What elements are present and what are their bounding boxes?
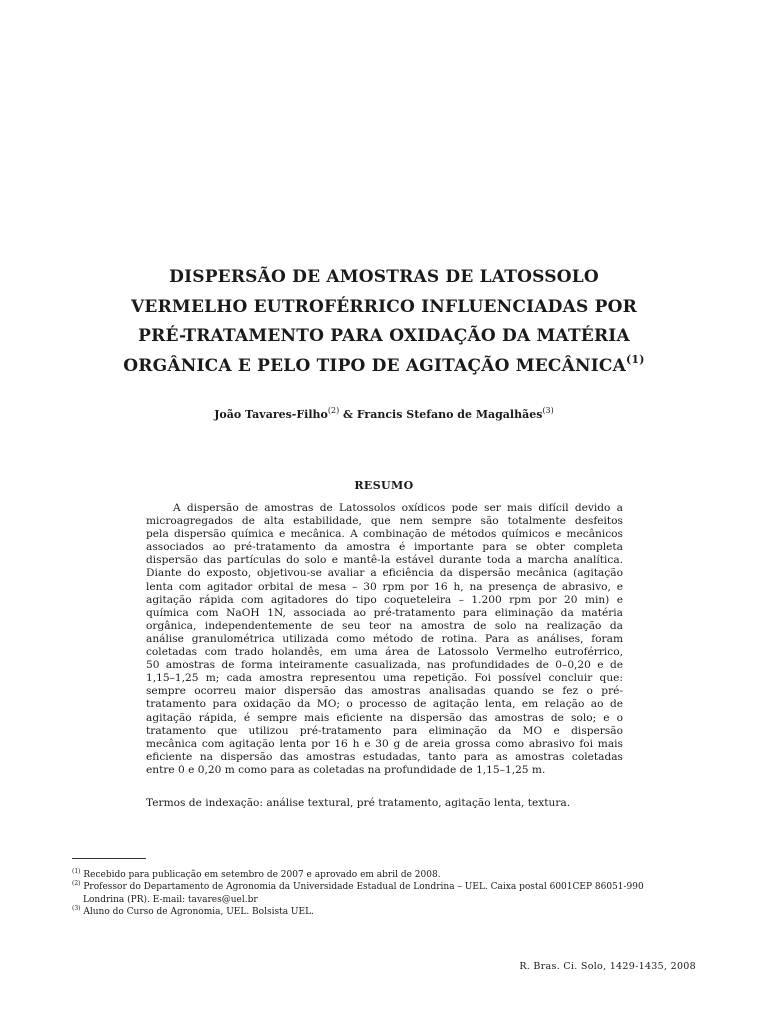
author-list (90, 408, 678, 421)
footnote-mark: (2) (72, 880, 81, 888)
abstract-line: dispersão das partículas do solo e mantê-la estável durante toda a marcha analítica. (146, 554, 623, 567)
abstract-line: pela dispersão química e mecânica. A combinação de métodos químicos e mecânicos (146, 528, 623, 541)
abstract-line: entre 0 e 0,20 m como para as coletadas na profundidade de 1,15–1,25 m. (146, 763, 546, 776)
footnote-1 (72, 869, 712, 881)
journal-reference: R. Bras. Ci. Solo, 1429-1435, 2008 (519, 961, 696, 972)
title-line: PRÉ-TRATAMENTO PARA OXIDAÇÃO DA MATÉRIA (138, 326, 630, 346)
abstract-line: tratamento para oxidação da MO; o processo de agitação lenta, em relação ao de (146, 698, 623, 711)
footnote-mark: (3) (72, 905, 81, 913)
footnote-3 (72, 906, 712, 918)
author-1-note: (2) (327, 406, 340, 415)
title-footnote-mark: (1) (626, 352, 645, 366)
title-line-last (90, 352, 678, 382)
abstract-line: tratamento que utilizou pré-tratamento para eliminação da MO e dispersão (146, 724, 623, 737)
title-line: DISPERSÃO DE AMOSTRAS DE LATOSSOLO (169, 267, 599, 287)
abstract-line: mecânica com agitação lenta por 16 h e 30 g de areia grossa como abrasivo foi mais (146, 737, 623, 750)
footnote-2 (72, 881, 712, 906)
abstract-body (146, 502, 623, 777)
author-2: Francis Stefano de Magalhães (356, 408, 543, 421)
abstract-line: lenta com agitador orbital de mesa – 30 rpm por 16 h, na presença de abrasivo, e (146, 580, 623, 593)
abstract-line: análise granulométrica utilizada como método de rotina. Para as análises, foram (146, 632, 623, 645)
abstract-line: coletadas com trado holandês, em uma área de Latossolo Vermelho eutroférrico, (146, 646, 623, 659)
abstract-line: sempre ocorreu maior dispersão das amostras analisadas quando se fez o pré- (146, 685, 623, 698)
footnotes (72, 869, 712, 919)
abstract-line: orgânica, independentemente de seu teor na amostra de solo na realização da (146, 619, 623, 632)
abstract-line: associados ao pré-tratamento da amostra é importante para se obter completa (146, 541, 623, 554)
abstract-line: 50 amostras de forma inteiramente casualizada, nas profundidades de 0–0,20 e de (146, 659, 623, 672)
abstract-line: eficiente na dispersão das amostras estudadas, tanto para as amostras coletadas (146, 750, 623, 763)
author-joiner: & (339, 408, 357, 421)
index-terms: Termos de indexação: análise textural, pré tratamento, agitação lenta, textura. (146, 797, 571, 809)
abstract-line: microagregados de alta estabilidade, que nem sempre são totalmente desfeitos (146, 515, 623, 528)
title-line: VERMELHO EUTROFÉRRICO INFLUENCIADAS POR (131, 296, 637, 317)
footnote-mark: (1) (72, 868, 81, 875)
abstract-line: 1,15–1,25 m; cada amostra representou uma repetição. Foi possível concluir que: (146, 672, 623, 685)
footnote-text: Recebido para publicação em setembro de 2007 e aprovado em abril de 2008. (83, 870, 441, 880)
footnote-continuation: Londrina (PR). E-mail: tavares@uel.br (83, 894, 258, 905)
abstract-line: A dispersão de amostras de Latossolos oxídicos pode ser mais difícil devido a (173, 502, 623, 514)
author-1: João Tavares-Filho (214, 408, 328, 421)
abstract-line: química com NaOH 1N, associada ao pré-tratamento para eliminação da matéria (146, 606, 623, 619)
footnote-text: Aluno do Curso de Agronomia, UEL. Bolsista UEL. (83, 907, 314, 918)
footnote-divider (72, 858, 146, 859)
abstract-line: agitação rápida, é sempre mais eficiente na dispersão das amostras de solo; e o (146, 711, 623, 724)
title-line-text: ORGÂNICA E PELO TIPO DE AGITAÇÃO MECÂNICA (123, 355, 627, 376)
article-title (90, 263, 678, 381)
abstract-heading: RESUMO (354, 479, 414, 492)
author-2-note: (3) (542, 406, 554, 415)
abstract-line: agitação rápida com agitadores do tipo coqueteleira – 1.200 rpm por 20 min) e (146, 593, 623, 606)
abstract-line: Diante do exposto, objetivou-se avaliar a eficiência da dispersão mecânica (agitação (146, 567, 623, 580)
footnote-text: Professor do Departamento de Agronomia da Universidade Estadual de Londrina – UEL. Caixa postal 6001CEP 86051-990 (83, 882, 644, 893)
